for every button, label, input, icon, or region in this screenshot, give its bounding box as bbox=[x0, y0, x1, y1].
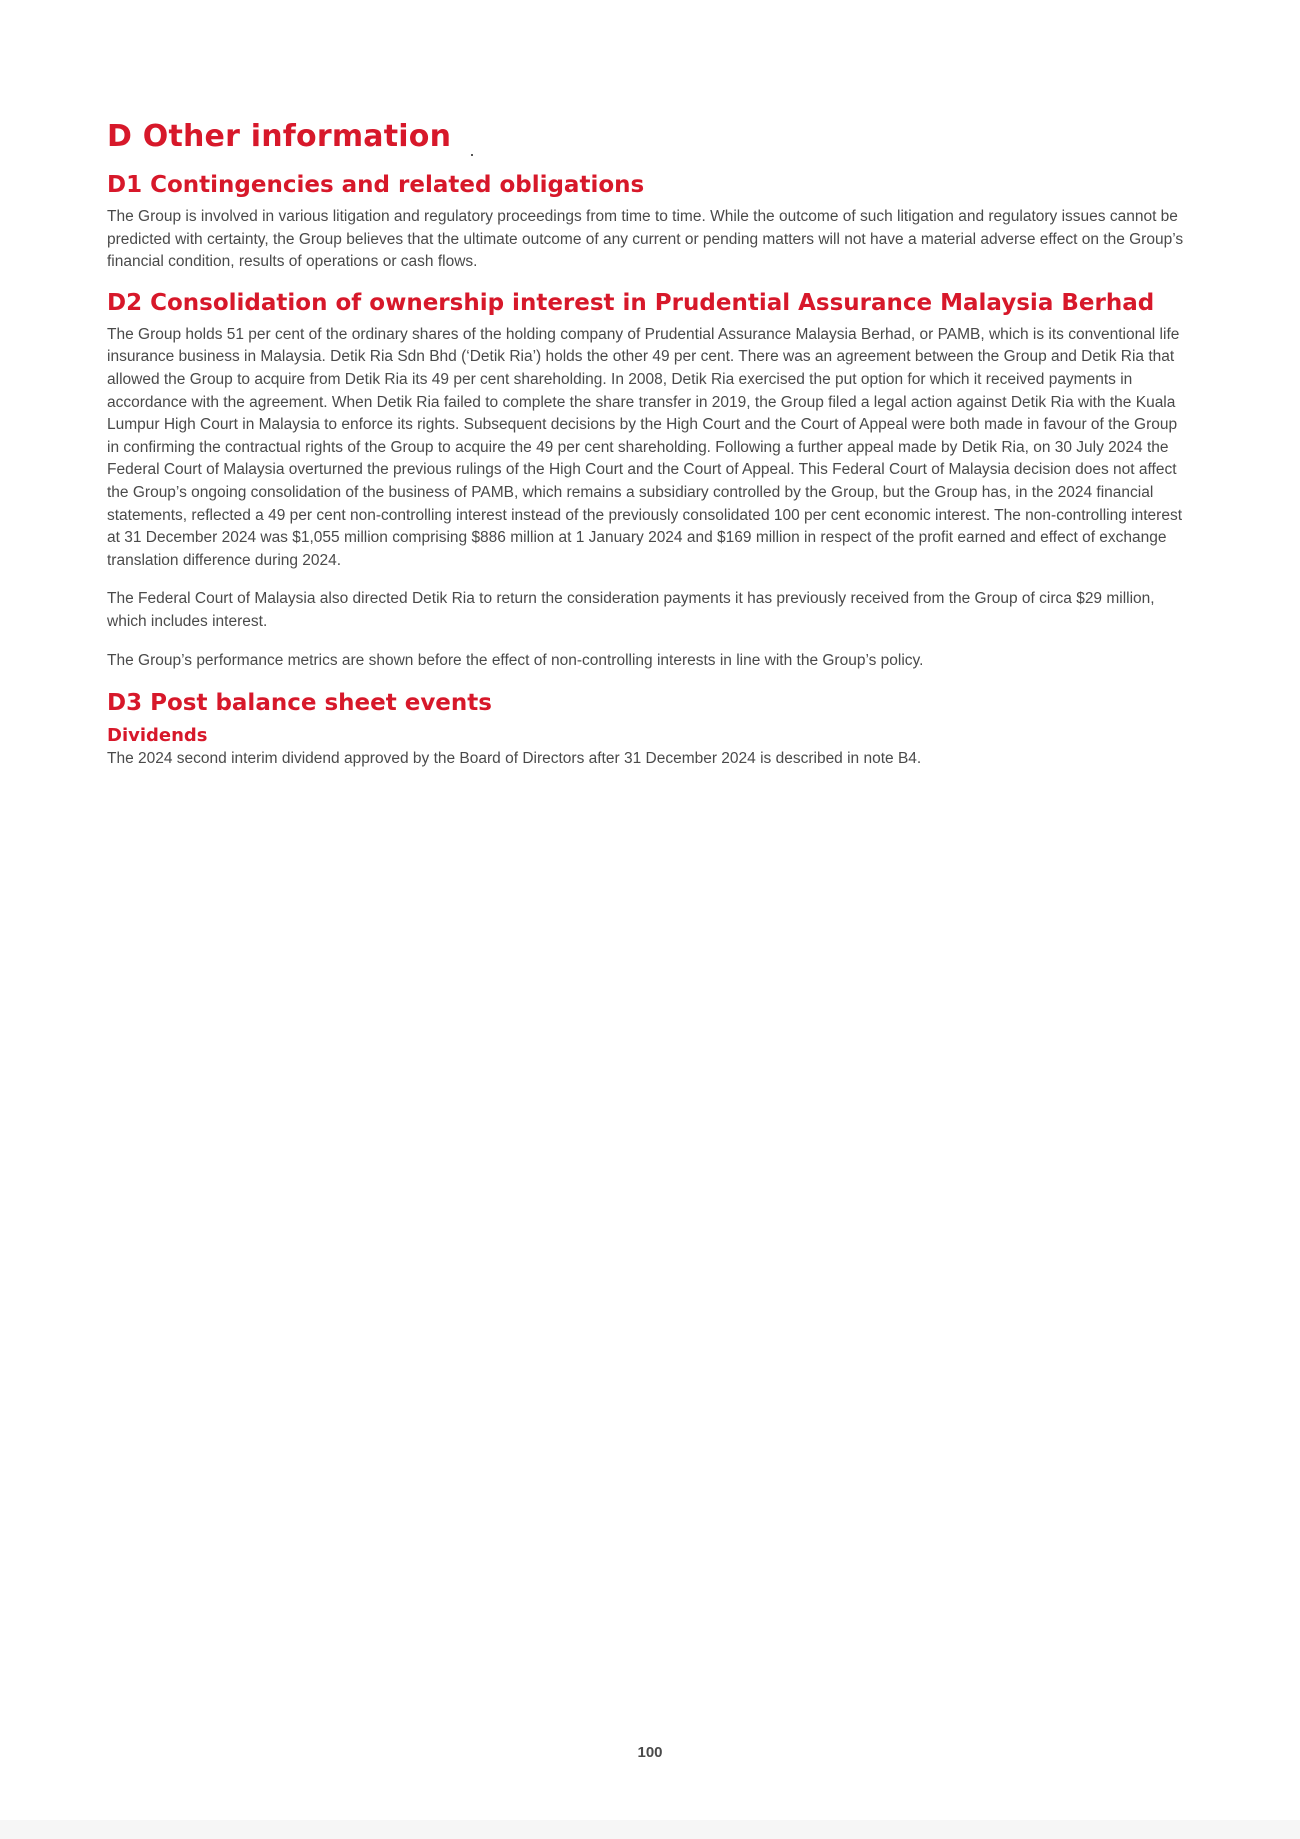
stray-dot bbox=[471, 154, 473, 156]
document-page bbox=[107, 118, 1192, 787]
dividends-paragraph: The 2024 second interim dividend approved by the Board of Directors after 31 December 2024 is described in note B4. bbox=[107, 750, 922, 768]
section-d2-heading: D2 Consolidation of ownership interest in Prudential Assurance Malaysia Berhad bbox=[107, 289, 1155, 316]
page-bottom-edge bbox=[0, 1820, 1300, 1839]
section-d2 bbox=[107, 288, 1192, 672]
page-number: 100 bbox=[637, 1744, 663, 1761]
section-d3-heading: D3 Post balance sheet events bbox=[107, 690, 492, 717]
section-d2-paragraph-1: The Group holds 51 per cent of the ordinary shares of the holding company of Prudential Assurance Malaysia Berhad, or PAMB, which is its conventional life insurance business in Malaysia. Detik Ria Sdn Bhd (‘Detik Ria’) holds the other 49 per cent. There was an agreement between the Group and Detik Ria that allowed the Group to acquire from Detik Ria its 49 per cent shareholding. In 2008, Detik Ria exercised the put option for which it received payments in accordance with the agreement. When Detik Ria failed to complete the share transfer in 2019, the Group filed a legal action against Detik Ria with the Kuala Lumpur High Court in Malaysia to enforce its rights. Subsequent decisions by the High Court and the Court of Appeal were both made in favour of the Group in confirming the contractual rights of the Group to acquire the 49 per cent shareholding. Following a further appeal made by Detik Ria, on 30 July 2024 the Federal Court of Malaysia overturned the previous rulings of the High Court and the Court of Appeal. This Federal Court of Malaysia decision does not affect the Group’s ongoing consolidation of the business of PAMB, which remains a subsidiary controlled by the Group, but the Group has, in the 2024 financial statements, reflected a 49 per cent non-controlling interest instead of the previously consolidated 100 per cent economic interest. The non-controlling interest at 31 December 2024 was $1,055 million comprising $886 million at 1 January 2024 and $169 million in respect of the profit earned and effect of exchange translation difference during 2024. bbox=[107, 325, 1182, 569]
section-d3 bbox=[107, 688, 1192, 771]
page-title: D Other information bbox=[107, 119, 452, 154]
section-d1-heading: D1 Contingencies and related obligations bbox=[107, 172, 645, 198]
section-d1-paragraph: The Group is involved in various litigation and regulatory proceedings from time to time. While the outcome of such litigation and regulatory issues cannot be predicted with certainty, the Group believes that the ultimate outcome of any current or pending matters will not have a material adverse effect on the Group’s financial condition, results of operations or cash flows. bbox=[107, 208, 1184, 271]
section-d2-paragraph-2: The Federal Court of Malaysia also directed Detik Ria to return the consideration payments it has previously received from the Group of circa $29 million, which includes interest. bbox=[107, 590, 1155, 630]
section-d1 bbox=[107, 170, 1192, 274]
section-d2-paragraph-3: The Group’s performance metrics are shown before the effect of non-controlling interests in line with the Group’s policy. bbox=[107, 651, 924, 669]
dividends-subheading: Dividends bbox=[107, 725, 208, 747]
